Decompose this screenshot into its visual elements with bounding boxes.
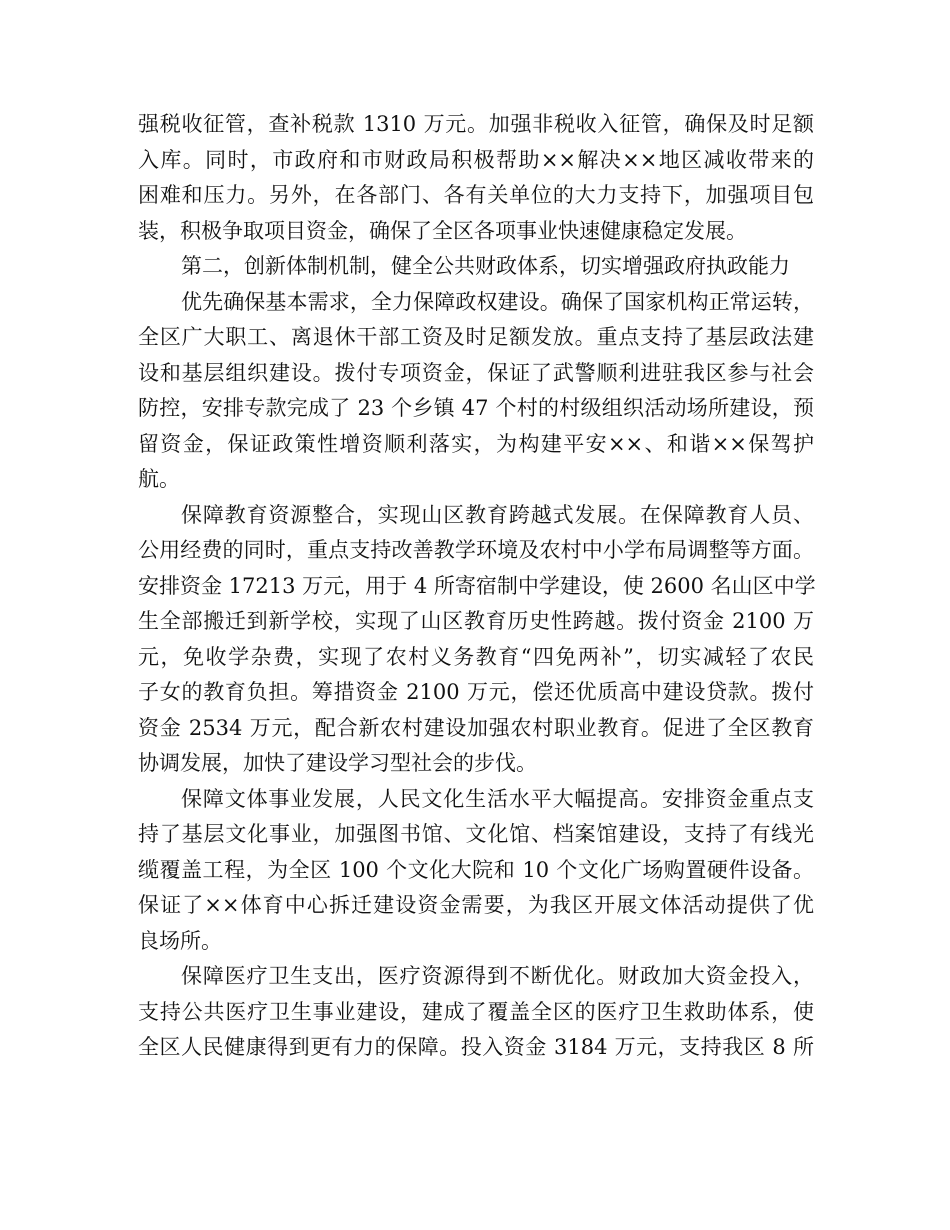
text-line: 留资金，保证政策性增资顺利落实，为构建平安××、和谐××保驾护 (138, 431, 814, 456)
text-line: 第二，创新体制机制，健全公共财政体系，切实增强政府执政能力 (181, 254, 790, 278)
text-line: 保证了××体育中心拆迁建设资金需要，为我区开展文体活动提供了优 (138, 893, 814, 917)
text-line: 强税收征管，查补税款 1310 万元。加强非税收入征管，确保及时足额 (138, 112, 814, 136)
document-body (138, 107, 814, 1066)
text-line: 持了基层文化事业，加强图书馆、文化馆、档案馆建设，支持了有线光 (138, 822, 814, 846)
text-line: 困难和压力。另外，在各部门、各有关单位的大力支持下，加强项目包 (138, 183, 814, 207)
text-line: 子女的教育负担。筹措资金 2100 万元，偿还优质高中建设贷款。拨付 (138, 680, 814, 704)
text-line: 全区人民健康得到更有力的保障。投入资金 3184 万元，支持我区 8 所 (138, 1035, 814, 1059)
text-line: 防控，安排专款完成了 23 个乡镇 47 个村的村级组织活动场所建设，预 (138, 396, 814, 420)
text-line: 元，免收学杂费，实现了农村义务教育“四免两补”，切实减轻了农民 (138, 644, 814, 669)
text-line: 保障医疗卫生支出，医疗资源得到不断优化。财政加大资金投入， (181, 964, 814, 988)
text-line: 资金 2534 万元，配合新农村建设加强农村职业教育。促进了全区教育 (138, 715, 814, 740)
text-line: 装，积极争取项目资金，确保了全区各项事业快速健康稳定发展。 (138, 218, 747, 243)
text-line: 生全部搬迁到新学校，实现了山区教育历史性跨越。拨付资金 2100 万 (138, 609, 814, 633)
text-line: 公用经费的同时，重点支持改善教学环境及农村中小学布局调整等方面。 (138, 538, 814, 562)
text-line: 协调发展，加快了建设学习型社会的步伐。 (138, 751, 537, 775)
text-line: 优先确保基本需求，全力保障政权建设。确保了国家机构正常运转， (181, 289, 814, 314)
text-line: 缆覆盖工程，为全区 100 个文化大院和 10 个文化广场购置硬件设备。 (138, 857, 814, 882)
text-line: 安排资金 17213 万元，用于 4 所寄宿制中学建设，使 2600 名山区中学 (138, 573, 816, 598)
text-line: 支持公共医疗卫生事业建设，建成了覆盖全区的医疗卫生救助体系，使 (138, 999, 814, 1024)
text-line: 入库。同时，市政府和市财政局积极帮助××解决××地区减收带来的 (138, 147, 814, 172)
text-line: 良场所。 (138, 928, 222, 953)
text-line: 保障文体事业发展，人民文化生活水平大幅提高。安排资金重点支 (181, 786, 814, 811)
text-line: 设和基层组织建设。拨付专项资金，保证了武警顺利进驻我区参与社会 (138, 360, 814, 385)
text-line: 保障教育资源整合，实现山区教育跨越式发展。在保障教育人员、 (181, 502, 814, 527)
text-line: 航。 (138, 467, 180, 491)
text-line: 全区广大职工、离退休干部工资及时足额发放。重点支持了基层政法建 (138, 325, 814, 349)
